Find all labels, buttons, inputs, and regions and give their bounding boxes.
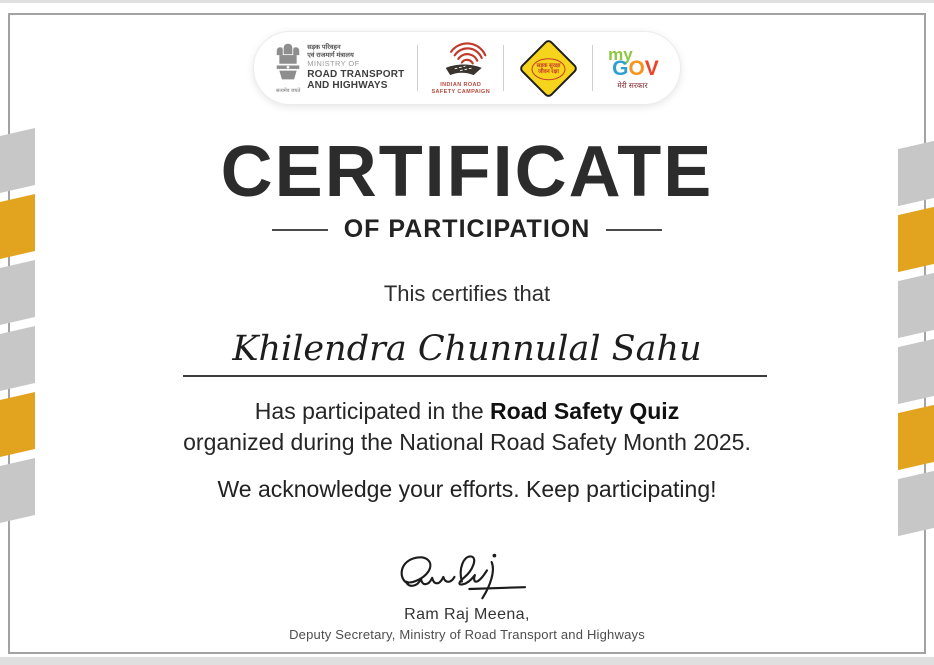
decor-stripe-gray: [0, 326, 35, 391]
recipient-name: Khilendra Chunnulal Sahu: [232, 329, 702, 369]
road-sign-logo: [517, 37, 579, 99]
certificate-title: CERTIFICATE: [220, 132, 714, 212]
decor-stripe-gold: [898, 405, 934, 470]
decor-stripe-gray: [0, 260, 35, 325]
mygov-hindi-text: मेरी सरकार: [617, 80, 648, 90]
ministry-name-line1: ROAD TRANSPORT: [307, 68, 405, 80]
mygov-my-text: my: [608, 44, 633, 64]
quiz-name: Road Safety Quiz: [490, 398, 680, 424]
acknowledgement-line: We acknowledge your efforts. Keep participating!: [217, 476, 717, 502]
subtitle-dash-right: [606, 229, 662, 231]
ministry-hindi-line1: सड़क परिवहन: [307, 44, 341, 52]
decor-stripe-gray: [898, 339, 934, 404]
certificate-subtitle-row: [0, 215, 934, 244]
ministry-of-label: MINISTRY OF: [307, 59, 360, 69]
organized-line: organized during the National Road Safety Month 2025.: [183, 429, 751, 455]
road-sign-hindi-line2: जीवन रक्षा: [537, 68, 559, 74]
logo-divider: [592, 45, 593, 91]
decor-stripe-gold: [0, 392, 35, 457]
road-sign-diamond-icon: [518, 38, 579, 99]
decor-stripe-gray: [898, 471, 934, 536]
certificate-subtitle: OF PARTICIPATION: [343, 215, 591, 243]
certificate-page: [0, 3, 934, 657]
ministry-name-line2: AND HIGHWAYS: [307, 80, 388, 92]
irsc-label-line2: SAFETY CAMPAIGN: [431, 89, 491, 95]
mygov-gov-text: GOV: [612, 56, 659, 80]
irsc-label-line1: INDIAN ROAD: [440, 82, 482, 89]
subtitle-dash-left: [272, 229, 328, 231]
ministry-logo: [275, 42, 404, 94]
ministry-hindi-line2: एवं राजमार्ग मंत्रालय: [307, 51, 354, 59]
header-logo-strip: [253, 31, 681, 105]
mygov-logo: [606, 44, 659, 90]
road-safety-campaign-icon: [432, 40, 490, 81]
decor-stripe-gray: [0, 458, 35, 523]
road-safety-campaign-logo: [431, 40, 490, 96]
signature-icon: [390, 550, 545, 607]
logo-divider: [417, 45, 418, 91]
certifies-text: This certifies that: [383, 281, 551, 306]
decor-stripe-gray: [898, 273, 934, 338]
emblem-motto: सत्यमेव जयते: [276, 88, 301, 94]
participation-line: Has participated in the Road Safety Quiz: [254, 398, 680, 424]
national-emblem-icon: [275, 42, 301, 87]
road-sign-hindi-line1: सड़क सुरक्षा: [536, 61, 560, 68]
signer-name: Ram Raj Meena,: [404, 606, 530, 623]
logo-divider: [503, 45, 504, 91]
signer-title: Deputy Secretary, Ministry of Road Transport and Highways: [289, 627, 645, 642]
